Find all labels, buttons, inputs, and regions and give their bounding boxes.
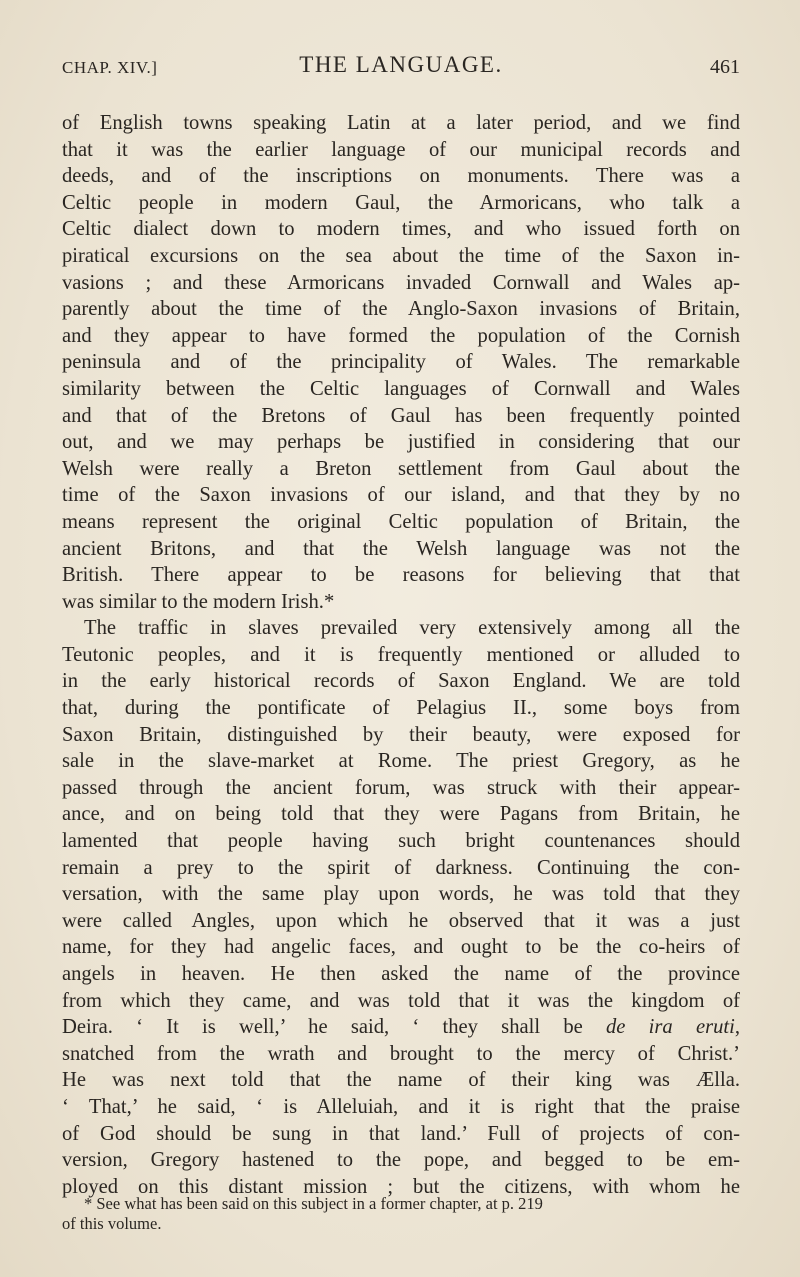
text-line: Celtic dialect down to modern times, and who issued forth on [62,218,740,241]
text-line: name, for they had angelic faces, and ought to be the co-heirs of [62,936,740,959]
latin-phrase: de ira eruti [606,1016,735,1039]
footnote-line: of this volume. [62,1214,162,1233]
page-title: THE LANGUAGE. [299,52,503,77]
text-line: Welsh were really a Breton settlement from Gaul about the [62,457,740,480]
text-line: that it was the earlier language of our municipal records and [62,138,740,161]
text-line: remain a prey to the spirit of darkness. Continuing the con- [62,856,740,879]
body-text [62,110,740,1200]
footnote-line: * See what has been said on this subject in a former chapter, at p. 219 [84,1194,543,1213]
text-line: vasions ; and these Armoricans invaded Cornwall and Wales ap- [62,271,740,294]
running-header [62,52,740,82]
text-line: parently about the time of the Anglo-Saxon invasions of Britain, [62,298,740,321]
text-line: out, and we may perhaps be justified in considering that our [62,431,740,454]
text-line: Teutonic peoples, and it is frequently mentioned or alluded to [62,643,740,666]
text-line: and they appear to have formed the population of the Cornish [62,324,740,347]
text-line: sale in the slave-market at Rome. The priest Gregory, as he [62,750,740,773]
text-line: peninsula and of the principality of Wales. The remarkable [62,351,740,374]
text-line: similarity between the Celtic languages of Cornwall and Wales [62,377,740,400]
text-line: ance, and on being told that they were Pagans from Britain, he [62,803,740,826]
text-line: that, during the pontificate of Pelagius II., some boys from [62,697,740,720]
text-line: He was next told that the name of their king was Ælla. [62,1069,740,1092]
text-line: ployed on this distant mission ; but the citizens, with whom he [62,1175,740,1198]
text-line: from which they came, and was told that it was the kingdom of [62,989,740,1012]
text-line: ancient Britons, and that the Welsh language was not the [62,537,740,560]
text-line: The traffic in slaves prevailed very extensively among all the [84,617,740,640]
text-line: ‘ That,’ he said, ‘ is Alleluiah, and it is right that the praise [62,1095,740,1118]
text-line: Saxon Britain, distinguished by their beauty, were exposed for [62,723,740,746]
text-line: means represent the original Celtic population of Britain, the [62,510,740,533]
text-line: and that of the Bretons of Gaul has been frequently pointed [62,404,740,427]
text-line: Celtic people in modern Gaul, the Armoricans, who talk a [62,191,740,214]
text-line: were called Angles, upon which he observed that it was a just [62,909,740,932]
text-line: Deira. ‘ It is well,’ he said, ‘ they shall be de ira eruti, [62,1016,740,1039]
text-line: lamented that people having such bright countenances should [62,830,740,853]
text-line: British. There appear to be reasons for believing that that [62,564,740,587]
text-line: deeds, and of the inscriptions on monuments. There was a [62,165,740,188]
page-number: 461 [710,56,740,78]
text-line: of God should be sung in that land.’ Full of projects of con- [62,1122,740,1145]
text-line: piratical excursions on the sea about the time of the Saxon in- [62,244,740,267]
text-line: was similar to the modern Irish.* [62,590,335,613]
text-line: in the early historical records of Saxon England. We are told [62,670,740,693]
text-line: version, Gregory hastened to the pope, and begged to be em- [62,1149,740,1172]
text-line: snatched from the wrath and brought to the mercy of Christ.’ [62,1042,740,1065]
text-line: time of the Saxon invasions of our island, and that they by no [62,484,740,507]
text-line: passed through the ancient forum, was struck with their appear- [62,776,740,799]
text-line: angels in heaven. He then asked the name of the province [62,963,740,985]
footnote [62,1194,740,1234]
text-line: of English towns speaking Latin at a later period, and we find [62,112,740,134]
text-line: versation, with the same play upon words, he was told that they [62,883,740,906]
chapter-label: CHAP. XIV.] [62,58,158,77]
